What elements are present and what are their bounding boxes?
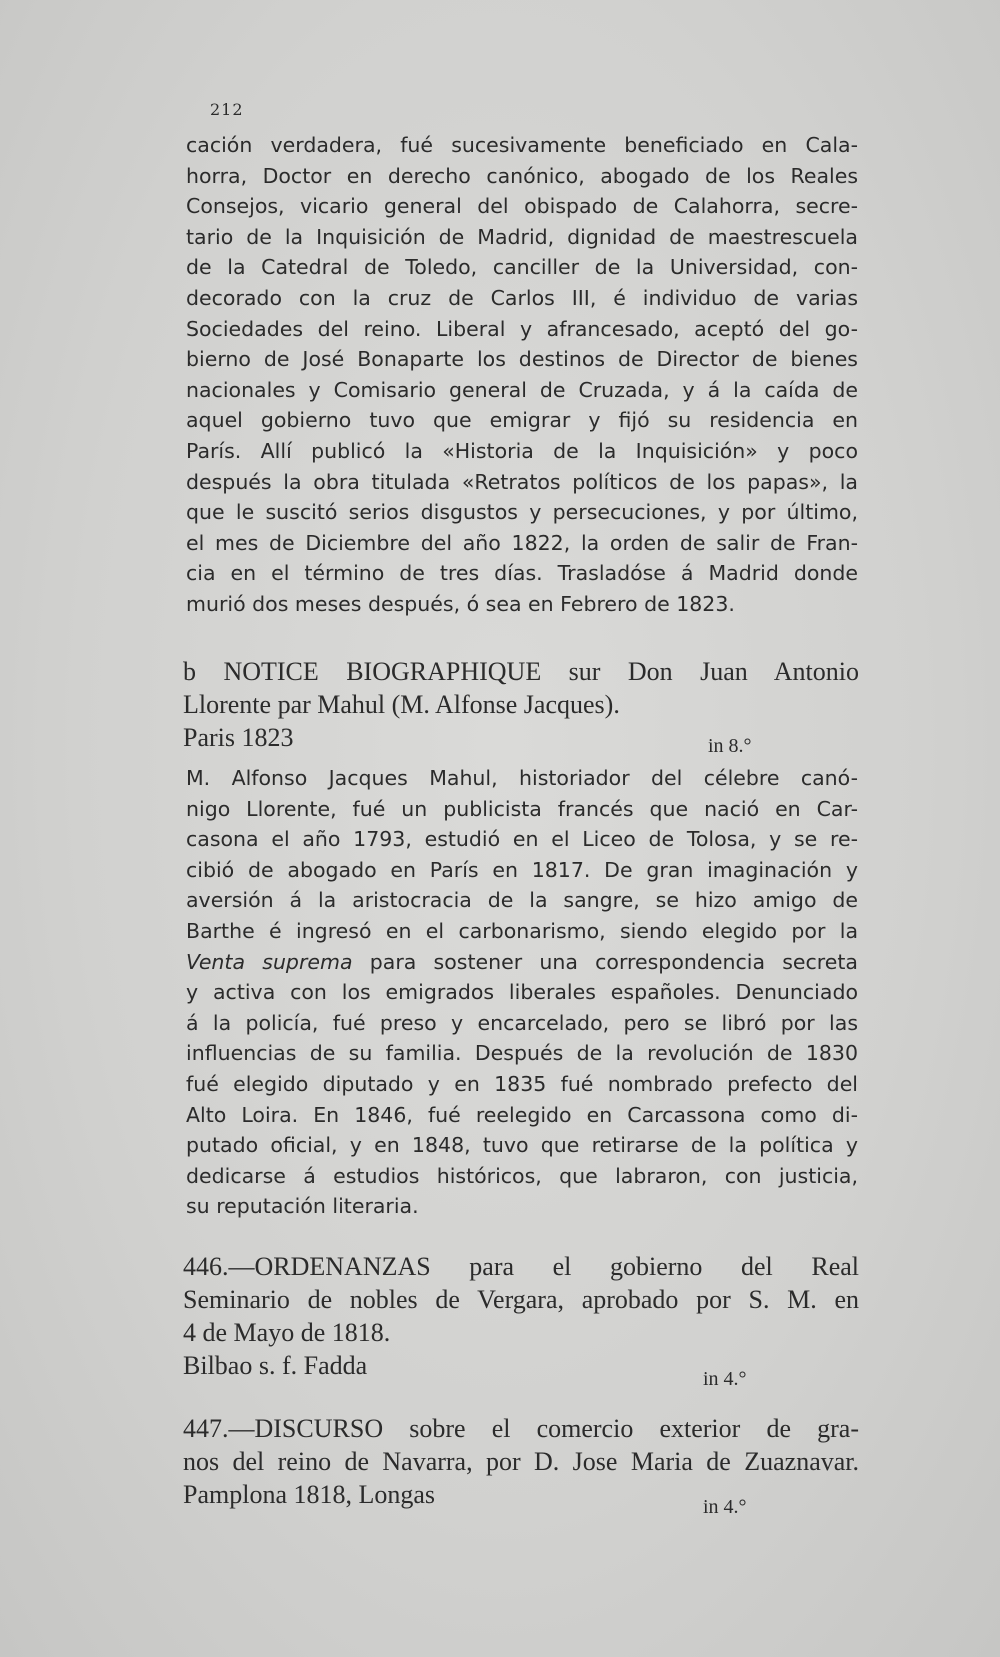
text-line: tario de la Inquisición de Madrid, dignidad de maestrescuela	[186, 224, 858, 249]
text-line: después la obra titulada «Retratos políticos de los papas», la	[186, 469, 858, 494]
entry-446-title	[183, 1250, 859, 1349]
text-line: á la policía, fué preso y encarcelado, pero se libró por las	[186, 1010, 858, 1035]
text-line: influencias de su familia. Después de la revolución de 1830	[186, 1041, 858, 1066]
text-line: Consejos, vicario general del obispado de Calahorra, secre-	[186, 194, 858, 219]
entry-b-title	[183, 655, 859, 721]
text-line: aquel gobierno tuvo que emigrar y fijó su residencia en	[186, 408, 858, 433]
entry-447-format: in 4.°	[703, 1496, 747, 1518]
title-line: 446.—ORDENANZAS para el gobierno del Real	[183, 1252, 859, 1281]
italic-phrase: Venta suprema	[186, 949, 353, 974]
title-line: 4 de Mayo de 1818.	[183, 1318, 391, 1347]
text-line: de la Catedral de Toledo, canciller de la Universidad, con-	[186, 255, 858, 280]
text-line: Alto Loira. En 1846, fué reelegido en Carcassona como di-	[186, 1102, 858, 1127]
text-line	[186, 947, 858, 978]
text-line: aversión á la aristocracia de la sangre, se hizo amigo de	[186, 888, 858, 913]
text-line: cibió de abogado en París en 1817. De gran imaginación y	[186, 857, 858, 882]
title-line: 447.—DISCURSO sobre el comercio exterior de gra-	[183, 1414, 859, 1443]
title-line: b NOTICE BIOGRAPHIQUE sur Don Juan Antonio	[183, 657, 859, 686]
text-line: cación verdadera, fué sucesivamente beneficiado en Cala-	[186, 133, 858, 157]
entry-447-imprint: Pamplona 1818, Longas	[183, 1480, 436, 1509]
entry-b-imprint: Paris 1823	[183, 723, 294, 752]
biography-paragraph-llorente	[186, 130, 858, 620]
text-line: murió dos meses después, ó sea en Febrero de 1823.	[186, 591, 735, 616]
text-line: Sociedades del reino. Liberal y afrancesado, aceptó del go-	[186, 316, 858, 341]
entry-446-imprint: Bilbao s. f. Fadda	[183, 1351, 368, 1380]
text-line: casona el año 1793, estudió en el Liceo de Tolosa, y se re-	[186, 827, 858, 852]
text-line: París. Allí publicó la «Historia de la Inquisición» y poco	[186, 438, 858, 463]
text-line: nigo Llorente, fué un publicista francés que nació en Car-	[186, 796, 858, 821]
text-line: su reputación literaria.	[186, 1194, 419, 1219]
text-line: nacionales y Comisario general de Cruzada, y á la caída de	[186, 377, 858, 402]
text-line: que le suscitó serios disgustos y persecuciones, y por último,	[186, 500, 858, 525]
italic-line-rest: para sostener una correspondencia secreta	[352, 949, 858, 974]
text-line: cia en el término de tres días. Trasladóse á Madrid donde	[186, 561, 858, 586]
text-line: bierno de José Bonaparte los destinos de Director de bienes	[186, 347, 858, 372]
entry-447-title	[183, 1412, 859, 1478]
title-line: Seminario de nobles de Vergara, aprobado por S. M. en	[183, 1285, 859, 1314]
text-line: decorado con la cruz de Carlos III, é individuo de varias	[186, 285, 858, 310]
title-line: Llorente par Mahul (M. Alfonse Jacques).	[183, 690, 620, 719]
text-line: M. Alfonso Jacques Mahul, historiador del célebre canó-	[186, 766, 858, 790]
page-number: 212	[210, 100, 244, 119]
biography-paragraph-mahul	[186, 763, 858, 1222]
text-line: el mes de Diciembre del año 1822, la orden de salir de Fran-	[186, 530, 858, 555]
text-line: horra, Doctor en derecho canónico, abogado de los Reales	[186, 163, 858, 188]
text-line: dedicarse á estudios históricos, que labraron, con justicia,	[186, 1163, 858, 1188]
entry-b-format: in 8.°	[708, 735, 752, 757]
text-line: fué elegido diputado y en 1835 fué nombrado prefecto del	[186, 1071, 858, 1096]
text-line: putado oficial, y en 1848, tuvo que retirarse de la política y	[186, 1133, 858, 1158]
text-line: Barthe é ingresó en el carbonarismo, siendo elegido por la	[186, 918, 858, 943]
entry-446-format: in 4.°	[703, 1368, 747, 1390]
title-line: nos del reino de Navarra, por D. Jose Maria de Zuaznavar.	[183, 1447, 859, 1476]
text-line: y activa con los emigrados liberales españoles. Denunciado	[186, 980, 858, 1005]
